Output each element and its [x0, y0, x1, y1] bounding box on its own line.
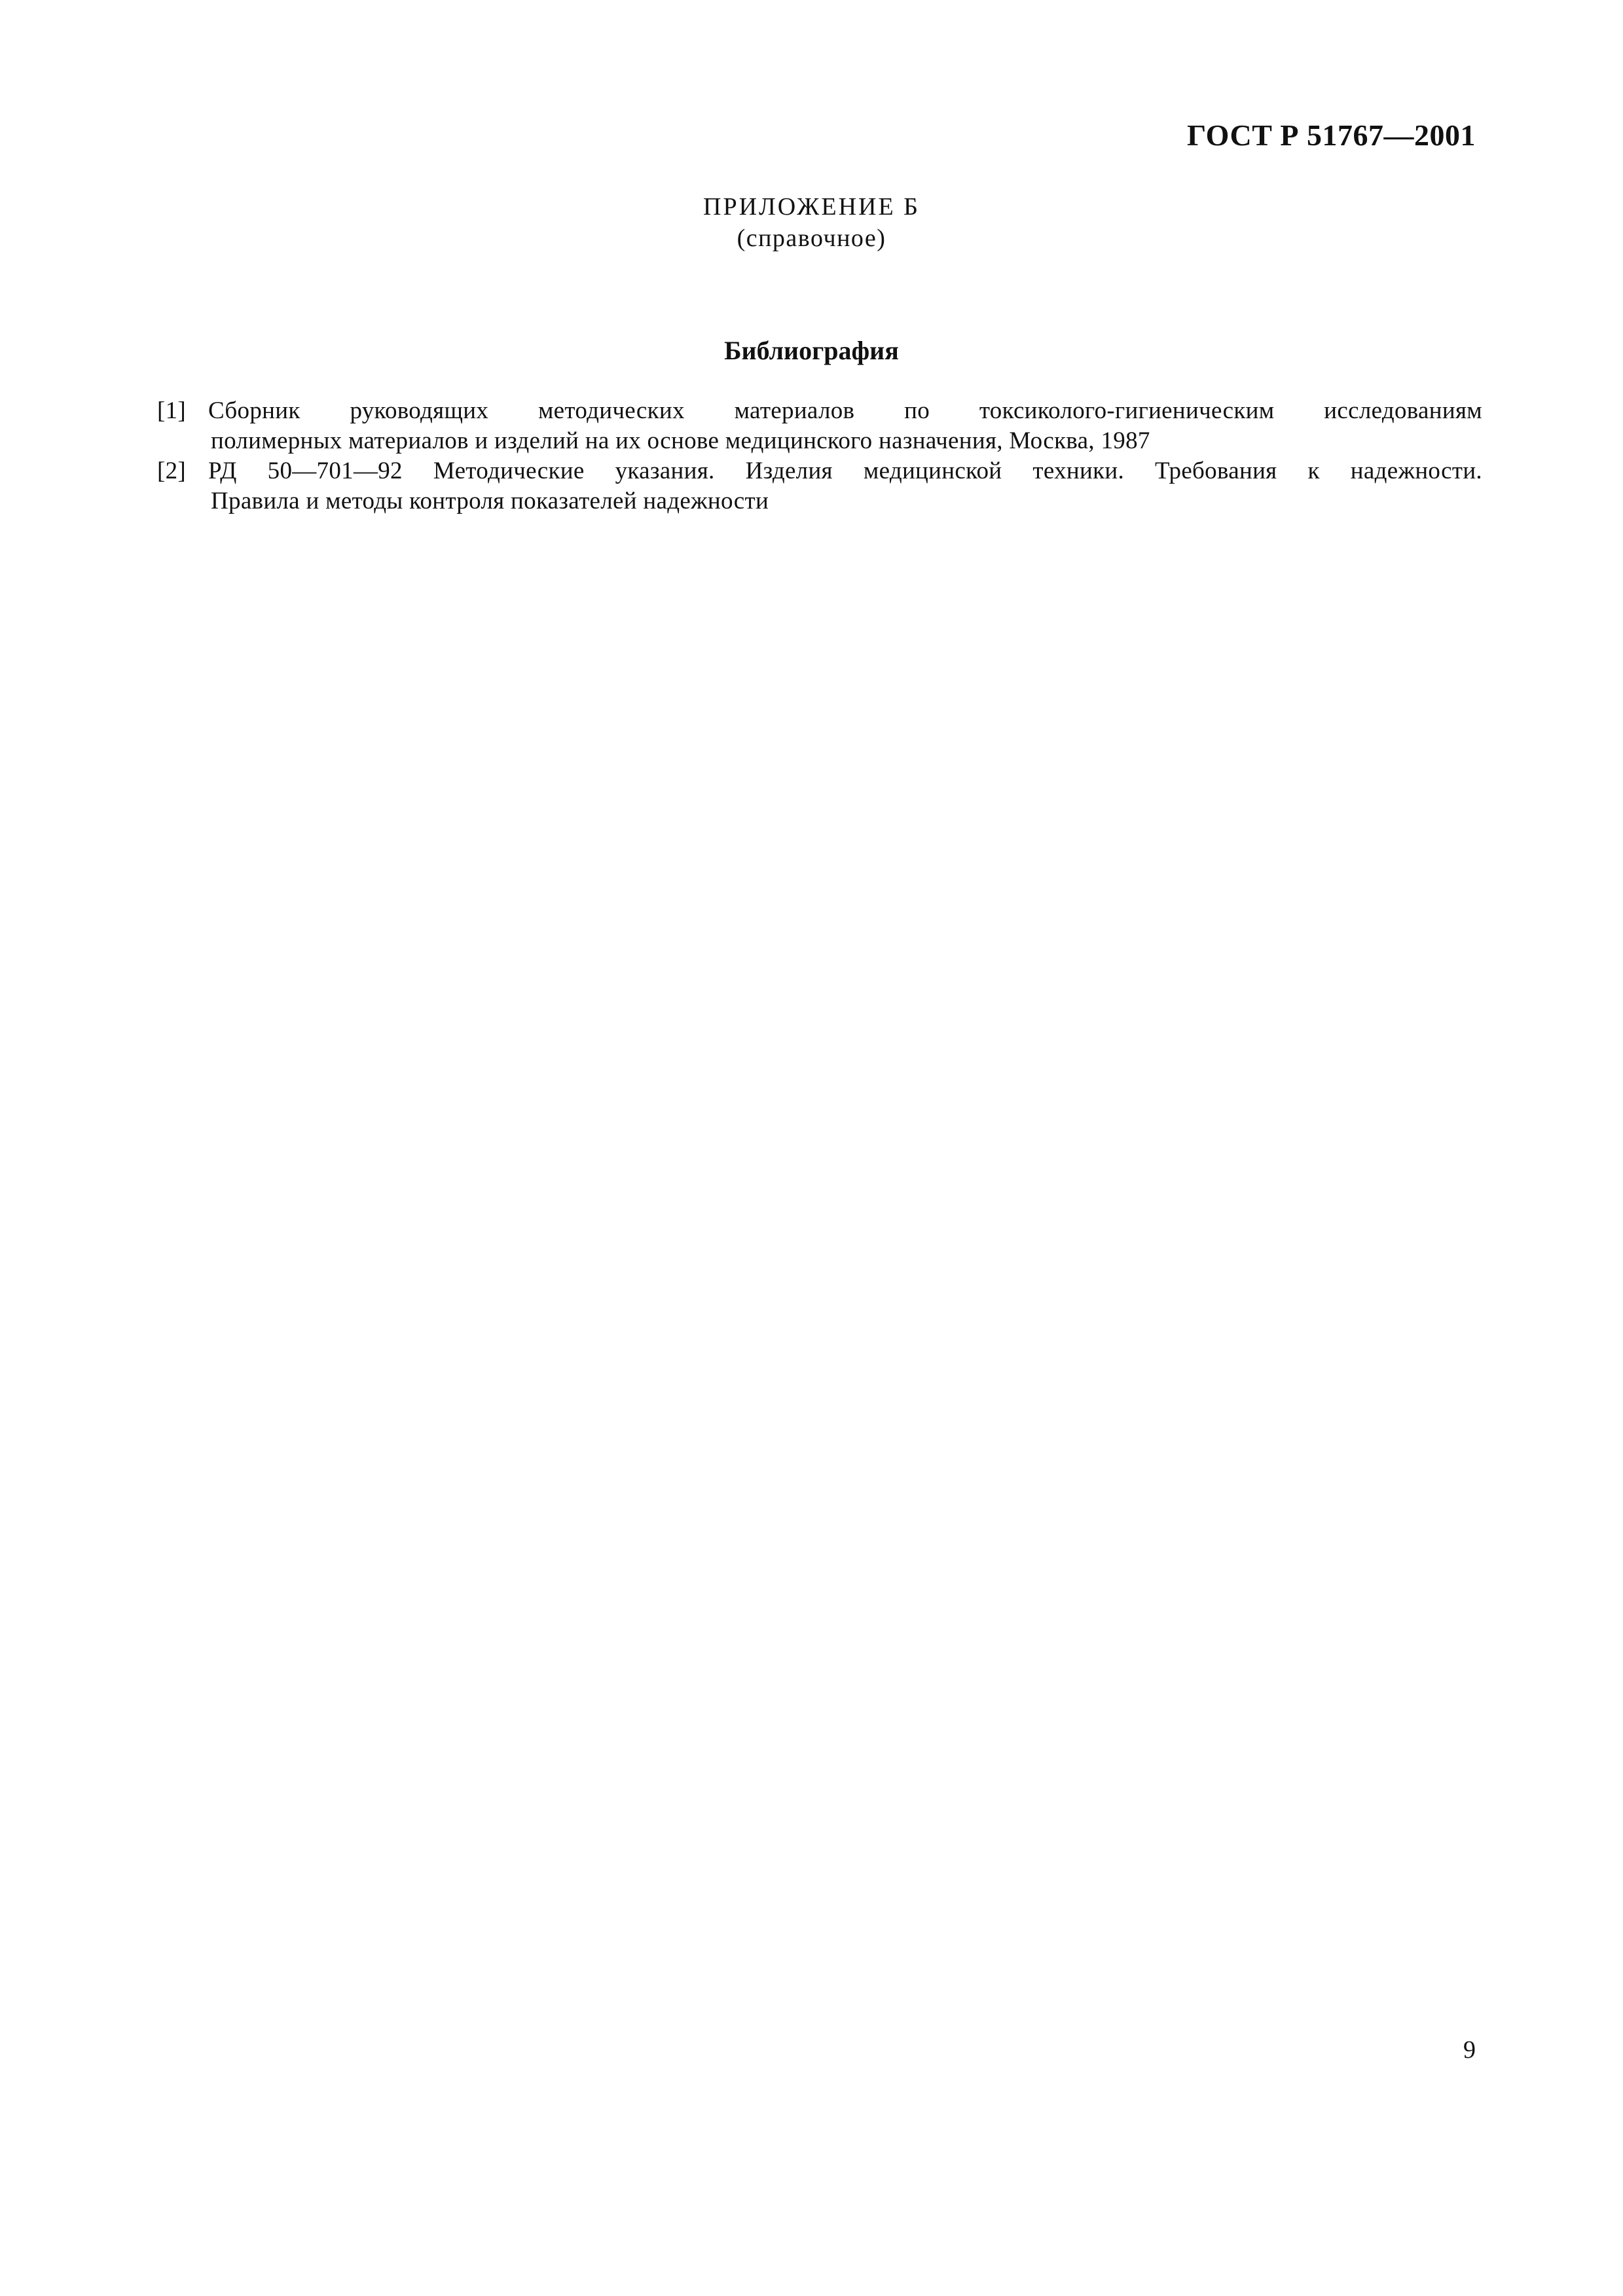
bibliography-item-continuation: полимерных материалов и изделий на их основе медицинского назначения, Москва, 1987	[211, 427, 1150, 454]
appendix-heading	[0, 191, 1623, 254]
bibliography-item	[157, 456, 1482, 516]
bibliography-item-number: [2]	[157, 457, 187, 484]
bibliography-item-text: Сборник руководящих методических материалов по токсиколого-гигиеническим исследованиям	[208, 397, 1482, 424]
bibliography-item-first-line	[157, 396, 1482, 426]
bibliography-item	[157, 396, 1482, 456]
bibliography-item-number: [1]	[157, 397, 187, 424]
document-number: ГОСТ Р 51767—2001	[1187, 118, 1476, 152]
page-number: 9	[1463, 2036, 1476, 2064]
bibliography-item-text: РД 50—701—92 Методические указания. Изделия медицинской техники. Требования к надежности.	[208, 457, 1482, 484]
appendix-title: ПРИЛОЖЕНИЕ Б	[703, 193, 920, 221]
appendix-subtitle: (справочное)	[737, 224, 886, 252]
bibliography-item-continuation: Правила и методы контроля показателей надежности	[211, 488, 769, 514]
bibliography-item-first-line	[157, 456, 1482, 486]
section-heading: Библиография	[724, 336, 899, 365]
bibliography-list	[157, 396, 1482, 516]
